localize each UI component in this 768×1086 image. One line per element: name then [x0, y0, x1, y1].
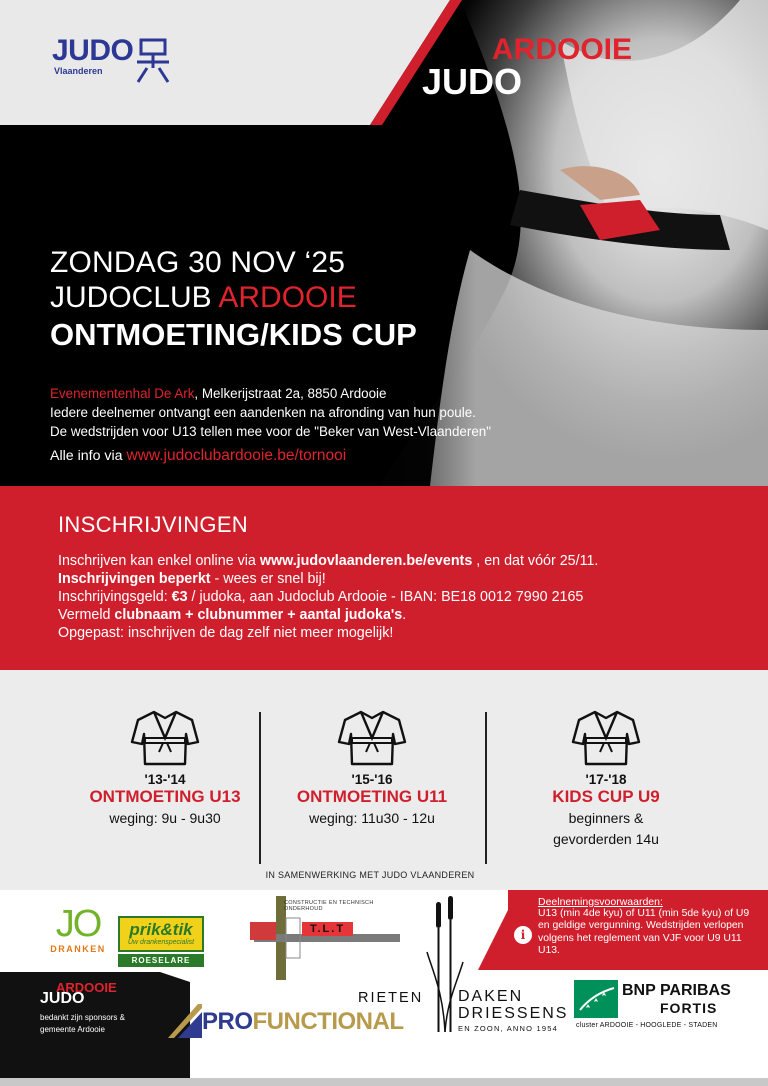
reg-limited: Inschrijvingen beperkt	[58, 571, 211, 587]
sponsor-daken-driessens	[458, 988, 568, 1033]
conditions-corner	[478, 890, 518, 970]
sponsor-jo-dranken	[48, 904, 108, 954]
registration-heading: INSCHRIJVINGEN	[58, 512, 248, 537]
registration-link[interactable]: www.judovlaanderen.be/events	[259, 553, 473, 569]
sponsor-rieten: RIETEN	[358, 990, 424, 1006]
category-years: '15-'16	[351, 772, 393, 787]
judo-gi-icon	[571, 708, 641, 766]
reg-fee-label: Inschrijvingsgeld:	[58, 589, 172, 605]
info-link[interactable]: www.judoclubardooie.be/tornooi	[126, 447, 347, 464]
jo-logo-sub: DRANKEN	[50, 944, 106, 954]
judo-gi-icon	[337, 708, 407, 766]
judo-ardooie-logo	[420, 34, 640, 104]
category-divider	[259, 712, 261, 864]
tlt-caption: CONSTRUCTIE EN TECHNISCH ONDERHOUD	[284, 900, 374, 912]
category-time: gevorderden 14u	[553, 831, 659, 847]
venue-address: , Melkerijstraat 2a, 8850 Ardooie	[194, 386, 387, 401]
category-years: '17-'18	[585, 772, 627, 787]
judo-gi-icon	[130, 708, 200, 766]
jo-logo-text: JO	[55, 903, 101, 945]
reg-line1-a: Inschrijven kan enkel online via	[58, 553, 260, 569]
profunctional-a: PRO	[202, 1008, 253, 1035]
sponsor-prik-tik	[118, 916, 204, 967]
collaboration-note: IN SAMENWERKING MET JUDO VLAANDEREN	[265, 870, 475, 880]
daken-line-2: DRIESSENS	[458, 1005, 569, 1022]
category-title: KIDS CUP U9	[552, 787, 660, 806]
category-weigh-in: weging: 11u30 - 12u	[309, 810, 435, 826]
profunctional-logo-icon	[168, 1004, 202, 1038]
daken-line-3: EN ZOON, ANNO 1954	[458, 1024, 558, 1033]
sponsor-thanks-2: gemeente Ardooie	[40, 1025, 105, 1034]
category-title: ONTMOETING U11	[296, 787, 448, 806]
category-u9	[496, 708, 716, 849]
reg-fee-details: / judoka, aan Judoclub Ardooie - IBAN: BE18 0012 7990 2165	[187, 589, 584, 605]
club-logo-top: ARDOOIE	[491, 33, 632, 66]
judo-vlaanderen-logo	[52, 36, 171, 84]
bnp-line-2: FORTIS	[660, 1000, 718, 1016]
reg-fee: €3	[171, 589, 188, 605]
category-u13	[55, 708, 275, 828]
reg-required-fields: clubnaam + clubnummer + aantal judoka's	[114, 607, 403, 623]
reg-warning: Opgepast: inschrijven de dag zelf niet meer mogelijk!	[58, 625, 394, 641]
venue-line-2: Iedere deelnemer ontvangt een aandenken na afronding van hun poule.	[50, 405, 476, 420]
federation-logo-name: JUDO	[52, 34, 134, 67]
event-title-block	[50, 246, 417, 354]
categories-section	[0, 670, 768, 890]
conditions-heading: Deelnemingsvoorwaarden:	[538, 896, 663, 908]
sponsor-tlt	[240, 894, 400, 982]
sponsor-thanks-1: bedankt zijn sponsors &	[40, 1013, 125, 1022]
bnp-stars-icon	[574, 980, 618, 1018]
category-title: ONTMOETING U13	[89, 787, 241, 806]
venue-info	[50, 384, 491, 466]
club-name: ARDOOIE	[218, 281, 357, 314]
prik-slogan: Uw drankenspecialist	[127, 939, 195, 946]
reg-line4-a: Vermeld	[58, 607, 115, 623]
footer-strip	[0, 1078, 768, 1086]
conditions-text: U13 (min 4de kyu) of U11 (min 5de kyu) of U9 en geldige vergunning. Wedstrijden verlopen volgens het reglement van VJF voor U9 U11 U13.	[538, 908, 750, 957]
club-prefix: JUDOCLUB	[50, 281, 219, 314]
reg-line1-b: , en dat vóór 25/11.	[472, 553, 599, 569]
info-icon: i	[514, 926, 532, 944]
prik-name: prik&tik	[129, 920, 193, 939]
judo-kanji-icon	[135, 36, 171, 84]
event-date: ZONDAG 30 NOV ‘25	[50, 246, 346, 279]
prik-city: ROESELARE	[118, 954, 204, 967]
event-name: ONTMOETING/KIDS CUP	[50, 317, 417, 352]
category-u11	[262, 708, 482, 828]
bnp-line-3: cluster ARDOOIE - HOOGLEDE - STADEN	[576, 1022, 718, 1029]
profunctional-b: FUNCTIONAL	[252, 1008, 404, 1035]
tlt-name: T.L.T	[302, 922, 353, 936]
registration-section	[0, 486, 768, 670]
club-logo-bottom: JUDO	[422, 61, 523, 102]
federation-logo-sub: Vlaanderen	[54, 66, 103, 76]
club-thanks-panel	[0, 972, 160, 1086]
club-small-logo-top: ARDOOIE	[56, 980, 117, 995]
reg-line4-b: .	[402, 607, 407, 623]
reg-line2: - wees er snel bij!	[210, 571, 326, 587]
participation-conditions	[508, 890, 768, 970]
category-years: '13-'14	[144, 772, 186, 787]
club-small-logo-bottom: JUDO	[40, 990, 85, 1007]
info-prefix: Alle info via	[50, 448, 127, 464]
event-club-line	[50, 280, 417, 316]
sponsors-section	[0, 890, 768, 1086]
category-divider	[485, 712, 487, 864]
venue-line-3: De wedstrijden voor U13 tellen mee voor de "Beker van West-Vlaanderen"	[50, 424, 491, 439]
daken-line-1: DAKEN	[458, 988, 524, 1005]
venue-name: Evenementenhal De Ark	[50, 386, 195, 401]
category-level: beginners &	[568, 810, 644, 826]
category-weigh-in: weging: 9u - 9u30	[109, 810, 221, 826]
bnp-line-1: BNP PARIBAS	[622, 982, 731, 999]
